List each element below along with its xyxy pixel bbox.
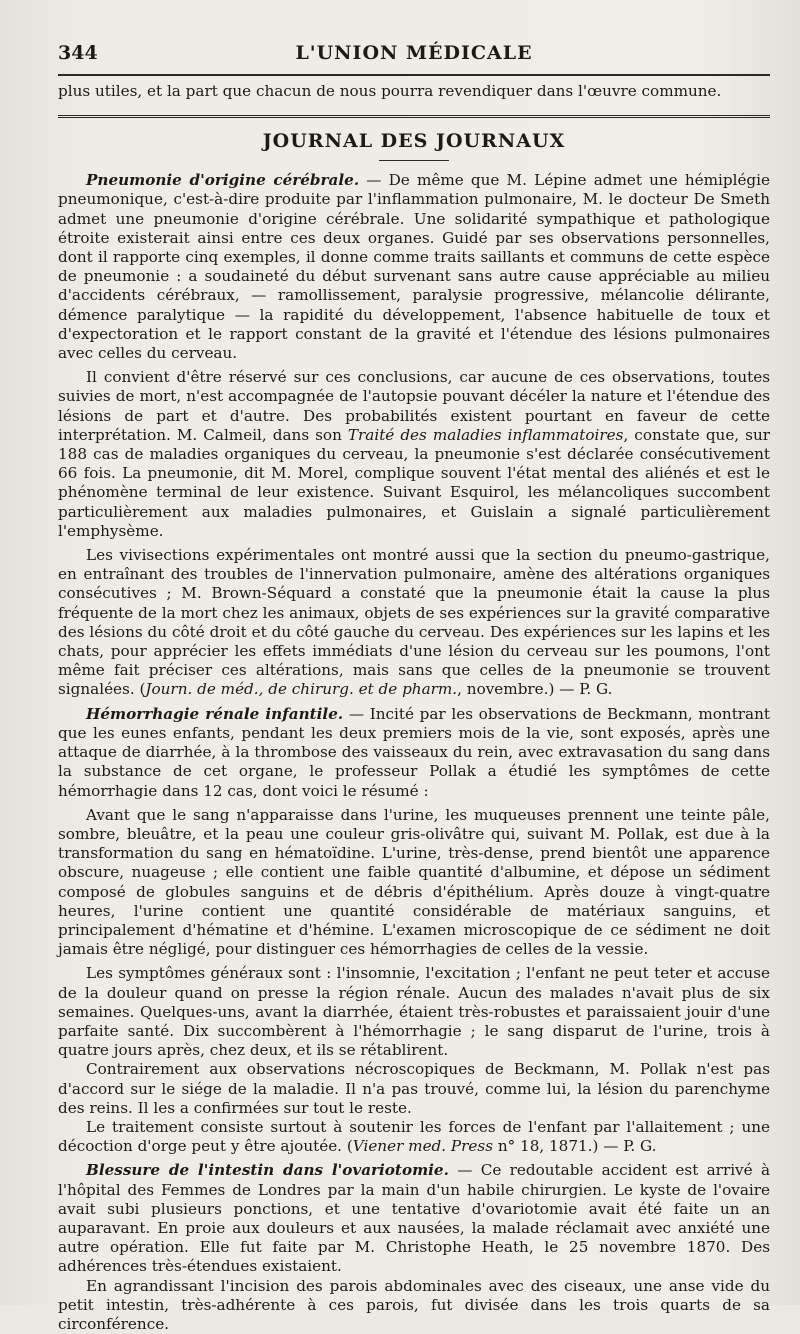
article-paragraph — [58, 546, 770, 700]
article-text: Le traitement consiste surtout à soutenir les forces de l'enfant par l'allaitement ; une décoction d'orge peut y être ajoutée. ( — [58, 1117, 770, 1156]
intro-paragraph-end: plus utiles, et la part que chacun de nous pourra revendiquer dans l'œuvre commune. — [58, 82, 722, 100]
article-paragraph: Contrairement aux observations nécroscopiques de Beckmann, M. Pollak n'est pas d'accord sur le siége de la maladie. Il n'a pas trouvé, comme lui, la lésion du parenchyme des reins. Il les a confirmées sur tout le reste. — [58, 1060, 770, 1117]
article-text: , constate que, sur 188 cas de maladies organiques du cerveau, la pneumonie s'est déclarée consécutivement 66 fois. La pneumonie, dit M. Morel, complique souvent l'état mental des aliénés et est le phénomène terminal de leur existence. Suivant Esquirol, les mélancoliques succombent particulièrement aux maladies pulmonaires, et Guislain a signalé particulièrement l'emphysème. — [58, 425, 770, 540]
article-paragraph — [58, 368, 770, 541]
article-paragraph — [58, 705, 770, 801]
running-header — [58, 42, 770, 76]
article-paragraph: Avant que le sang n'apparaisse dans l'urine, les muqueuses prennent une teinte pâle, sombre, bleuâtre, et la peau une couleur gris-olivâtre qui, suivant M. Pollak, est due à la transformation du sang en hématoïdine. L'urine, très-dense, prend bientôt une apparence obscure, nuageuse ; elle contient une faible quantité d'albumine, et dépose un sédiment composé de globules sanguins et de débris d'épithélium. Après douze à vingt-quatre heures, l'urine contient une quantité considérable de matériaux sanguins, et principalement d'hématine et d'hémine. L'examen microscopique de ce sédiment ne doit jamais être négligé, pour distinguer ces hémorrhagies de celles de la vessie. — [58, 805, 770, 959]
article-text: — De même que M. Lépine admet une hémiplégie pneumonique, c'est-à-dire produite par l'inflammation pulmonaire, M. le docteur De Smeth admet une pneumonie d'origine cérébrale. Une solidarité sympathique et pathologique étroite existerait ainsi entre ces deux organes. Guidé par ses observations personnelles, dont il rapporte cinq exemples, il donne comme traits saillants et communs de cette espèce de pneumonie : a soudaineté du début survenant sans autre cause appréciable au milieu d'accidents cérébraux, — ramollissement, paralysie progressive, mélancolie délirante, démence paralytique — la rapidité du développement, l'absence habituelle de toux et d'expectoration et le rapport constant de la gravité et l'étendue des lésions pulmonaires avec celles du cerveau. — [58, 171, 771, 363]
section-divider — [58, 115, 770, 118]
source-citation: Journ. de méd., de chirurg. et de pharm. — [145, 680, 458, 699]
source-tail: , novembre.) — P. G. — [457, 680, 613, 699]
journal-title: L'UNION MÉDICALE — [295, 42, 533, 64]
page-number: 344 — [58, 42, 98, 64]
article-paragraph: En agrandissant l'incision des parois abdominales avec des ciseaux, une anse vide du petit intestin, très-adhérente à ces parois, fut divisée dans les trois quarts de sa circonférence. — [58, 1276, 770, 1333]
article-paragraph — [58, 171, 770, 363]
article-text: — Ce redoutable accident est arrivé à l'hôpital des Femmes de Londres par la main d'un habile chirurgien. Le kyste de l'ovaire avait subi plusieurs ponctions, et une tentative d'ovariotomie avait été faite un an auparavant. En proie aux douleurs et aux nausées, la malade réclamait avec anxiété une autre opération. Elle fut faite par M. Christophe Heath, le 25 novembre 1870. Des adhérences très-étendues existaient. — [58, 1161, 771, 1276]
article-text: Il convient d'être réservé sur ces conclusions, car aucune de ces observations, toutes suivies de mort, n'est accompagnée de l'autopsie pouvant décéler la nature et l'étendue des lésions de part et d'autre. Des probabilités existent pourtant en faveur de cette interprétation. M. Calmeil, dans son — [58, 368, 770, 444]
section-title: JOURNAL DES JOURNAUX — [262, 130, 566, 153]
article-text: — Incité par les observations de Beckmann, montrant que les eunes enfants, pendant les deux premiers mois de la vie, sont exposés, après une attaque de diarrhée, à la thrombose des vaisseaux du rein, avec extravasation du sang dans la substance de cet organe, le professeur Pollak a étudié les symptômes de cette hémorrhagie dans 12 cas, dont voici le résumé : — [58, 704, 770, 800]
article-paragraph: Les symptômes généraux sont : l'insomnie, l'excitation ; l'enfant ne peut teter et accuse de la douleur quand on presse la région rénale. Aucun des malades n'avait plus de six semaines. Quelques-uns, avant la diarrhée, étaient très-robustes et paraissaient jouir d'une parfaite santé. Dix succombèrent à l'hémorrhagie ; le sang disparut de l'urine, trois à quatre jours après, chez deux, et ils se rétablirent. — [58, 964, 770, 1060]
article-paragraph — [58, 1118, 770, 1156]
article-paragraph — [58, 1161, 770, 1276]
article-lead: Blessure de l'intestin dans l'ovariotomie. — [86, 1161, 449, 1180]
article-lead: Pneumonie d'origine cérébrale. — [86, 171, 360, 190]
title-underline — [379, 160, 449, 161]
source-tail: n° 18, 1871.) — P. G. — [493, 1137, 657, 1156]
article-lead: Hémorrhagie rénale infantile. — [86, 704, 344, 723]
cited-work-title: Traité des maladies inflammatoires — [347, 425, 624, 444]
source-citation: Viener med. Press — [352, 1137, 493, 1156]
article-text: Les vivisections expérimentales ont montré aussi que la section du pneumo-gastrique, en entraînant des troubles de l'innervation pulmonaire, amène des altérations organiques consécutives ; M. Brown-Séquard a constaté que la pneumonie était la cause la plus fréquente de la mort chez les animaux, objets de ses expériences sur la gravité comparative des lésions du côté droit et du côté gauche du cerveau. Des expériences sur les lapins et les chats, pour apprécier les effets immédiats d'une lésion du cerveau sur les poumons, l'ont même fait préciser ces altérations, mais sans que celles de la pneumonie se trouvent signalées. ( — [58, 546, 770, 699]
